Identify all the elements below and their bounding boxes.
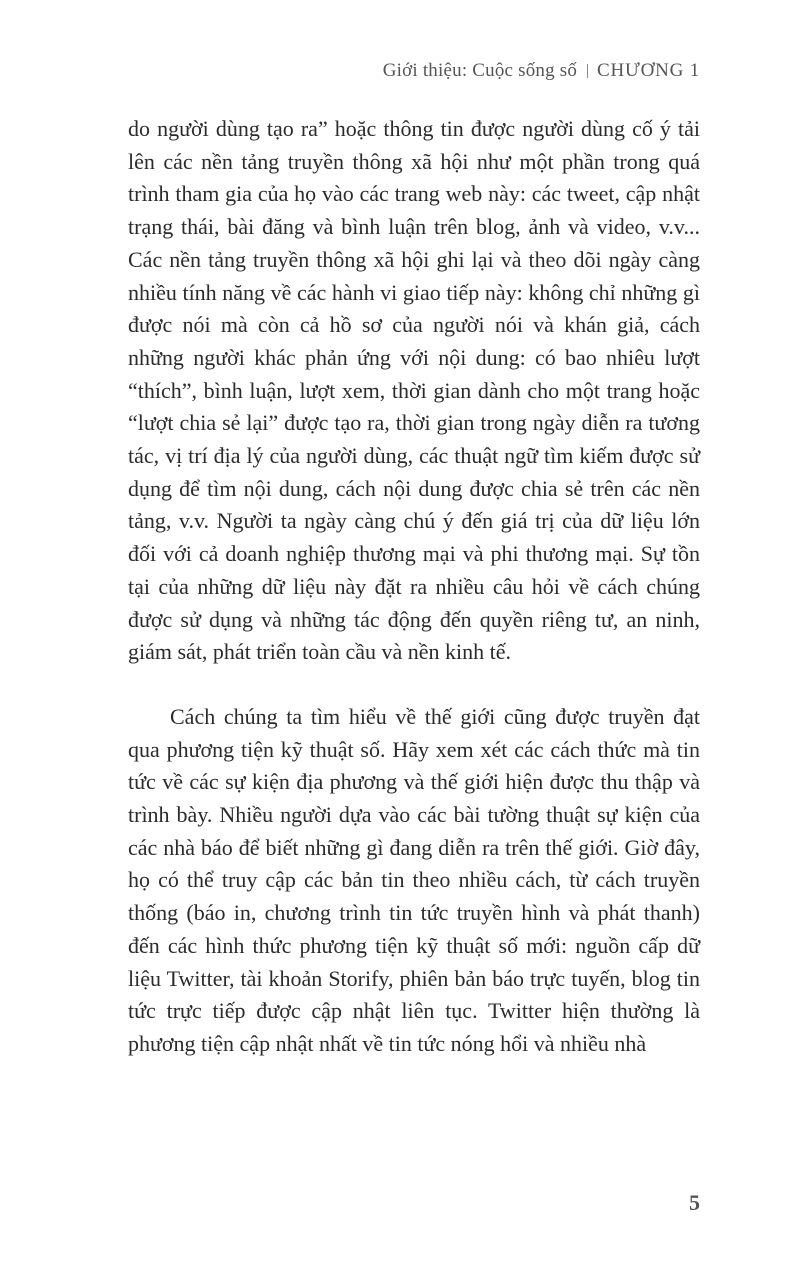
running-header	[383, 60, 700, 82]
section-title: Giới thiệu: Cuộc sống số	[382, 60, 578, 81]
page-number: 5	[689, 1190, 700, 1215]
paragraph: Cách chúng ta tìm hiểu về thế giới cũng được truyền đạt qua phương tiện kỹ thuật số. Hãy xem xét các cách thức mà tin tức về các sự kiện địa phương và thế giới hiện được thu thập và trình bày. Nhiều người dựa vào các bài tường thuật sự kiện của các nhà báo để biết những gì đang diễn ra trên thế giới. Giờ đây, họ có thể truy cập các bản tin theo nhiều cách, từ cách truyền thống (báo in, chương trình tin tức truyền hình và phát thanh) đến các hình thức phương tiện kỹ thuật số mới: nguồn cấp dữ liệu Twitter, tài khoản Storify, phiên bản báo trực tuyến, blog tin tức trực tiếp được cập nhật liên tục. Twitter hiện thường là phương tiện cập nhật nhất về tin tức nóng hổi và nhiều nhà	[128, 703, 700, 1056]
header-divider	[587, 64, 588, 78]
body-text	[128, 113, 700, 1061]
paragraph-continued: do người dùng tạo ra” hoặc thông tin được người dùng cố ý tải lên các nền tảng truyền thông xã hội như một phần trong quá trình tham gia của họ vào các trang web này: các tweet, cập nhật trạng thái, bài đăng và bình luận trên blog, ảnh và video, v.v... Các nền tảng truyền thông xã hội ghi lại và theo dõi ngày càng nhiều tính năng về các hành vi giao tiếp này: không chỉ những gì được nói mà còn cả hồ sơ của người nói và khán giả, cách những người khác phản ứng với nội dung: có bao nhiêu lượt “thích”, bình luận, lượt xem, thời gian dành cho một trang hoặc “lượt chia sẻ lại” được tạo ra, thời gian trong ngày diễn ra tương tác, vị trí địa lý của người dùng, các thuật ngữ tìm kiếm được sử dụng để tìm nội dung, cách nội dung được chia sẻ trên các nền tảng, v.v. Người ta ngày càng chú ý đến giá trị của dữ liệu lớn đối với cả doanh nghiệp thương mại và phi thương mại. Sự tồn tại của những dữ liệu này đặt ra nhiều câu hỏi về cách chúng được sử dụng và những tác động đến quyền riêng tư, an ninh, giám sát, phát triển toàn cầu và nền kinh tế.	[128, 116, 700, 665]
chapter-label: CHƯƠNG 1	[597, 60, 700, 81]
